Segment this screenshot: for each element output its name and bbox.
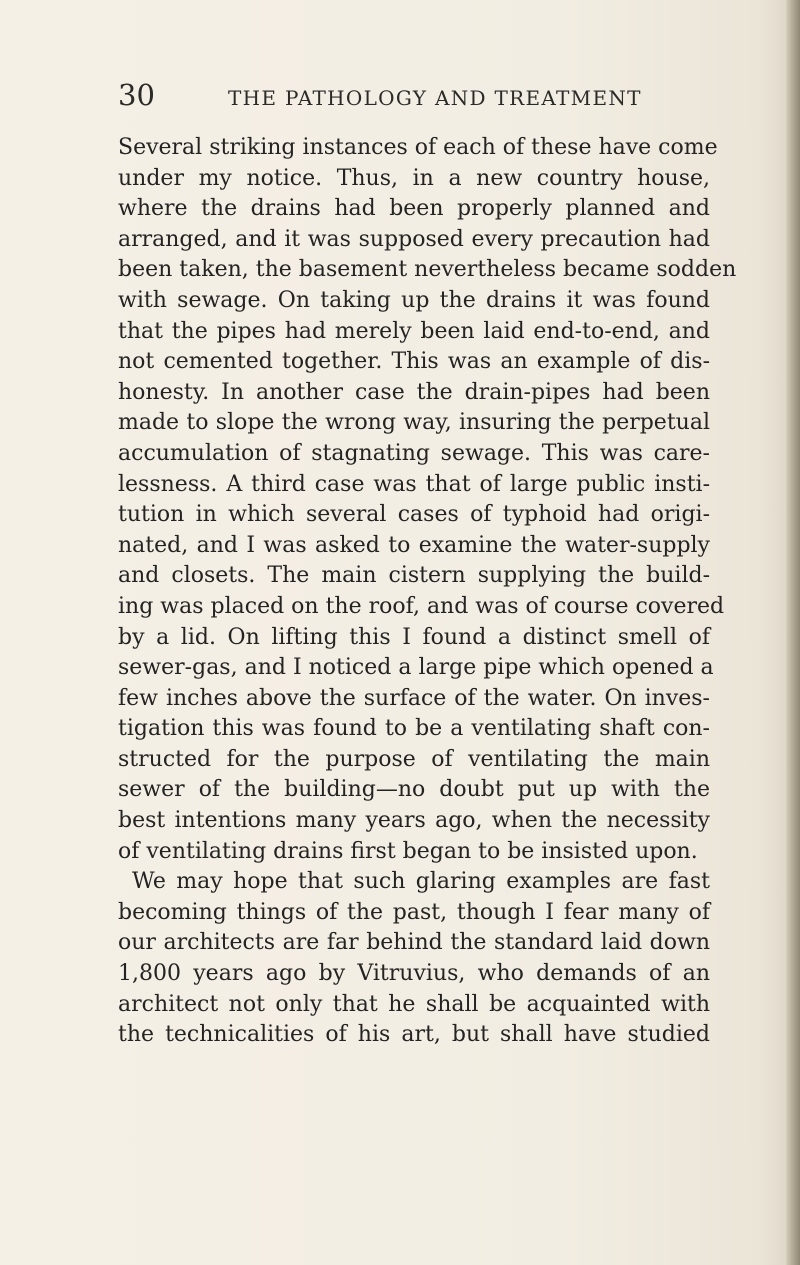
text-line: nated, and I was asked to examine the water-supply (118, 532, 710, 558)
text-line: honesty. In another case the drain-pipes had been (118, 379, 710, 405)
text-line: been taken, the basement nevertheless became sodden (118, 257, 737, 283)
page-header (118, 78, 728, 118)
text-line: not cemented together. This was an example of dis- (118, 349, 710, 375)
text-line: and closets. The main cistern supplying the build- (118, 563, 710, 589)
text-line: of ventilating drains first began to be insisted upon. (118, 838, 698, 864)
text-line: where the drains had been properly planned and (118, 196, 710, 222)
text-line: under my notice. Thus, in a new country house, (118, 165, 710, 191)
paragraph-1 (118, 133, 737, 867)
body-text (118, 133, 737, 1051)
text-line: lessness. A third case was that of large public insti- (118, 471, 710, 497)
text-line: We may hope that such glaring examples are fast (132, 869, 710, 895)
text-line: by a lid. On lifting this I found a distinct smell of (118, 624, 710, 650)
text-line: architect not only that he shall be acquainted with (118, 991, 710, 1017)
text-line: tigation this was found to be a ventilating shaft con- (118, 716, 710, 742)
text-line: Several striking instances of each of these have come (118, 135, 718, 160)
text-line: made to slope the wrong way, insuring the perpetual (118, 410, 710, 436)
text-line: arranged, and it was supposed every precaution had (118, 226, 710, 252)
text-line: best intentions many years ago, when the necessity (118, 808, 710, 834)
running-head: THE PATHOLOGY AND TREATMENT (228, 86, 642, 110)
text-line: structed for the purpose of ventilating the main (118, 746, 710, 772)
text-line: few inches above the surface of the water. On inves- (118, 685, 710, 711)
page-binding-edge (786, 0, 800, 1265)
text-line: accumulation of stagnating sewage. This was care- (118, 440, 710, 466)
text-line: with sewage. On taking up the drains it was found (118, 287, 710, 313)
text-line: tution in which several cases of typhoid had origi- (118, 502, 710, 528)
text-line: sewer-gas, and I noticed a large pipe which opened a (118, 655, 714, 681)
text-line: 1,800 years ago by Vitruvius, who demands of an (118, 961, 710, 987)
paragraph-2 (118, 867, 710, 1051)
text-line: sewer of the building—no doubt put up with the (118, 777, 710, 803)
page-number: 30 (118, 78, 155, 112)
text-line: the technicalities of his art, but shall have studied (118, 1022, 710, 1048)
text-line: our architects are far behind the standard laid down (118, 930, 710, 956)
text-line: becoming things of the past, though I fear many of (118, 899, 710, 925)
text-line: ing was placed on the roof, and was of course covered (118, 593, 725, 619)
text-line: that the pipes had merely been laid end-to-end, and (118, 318, 710, 344)
